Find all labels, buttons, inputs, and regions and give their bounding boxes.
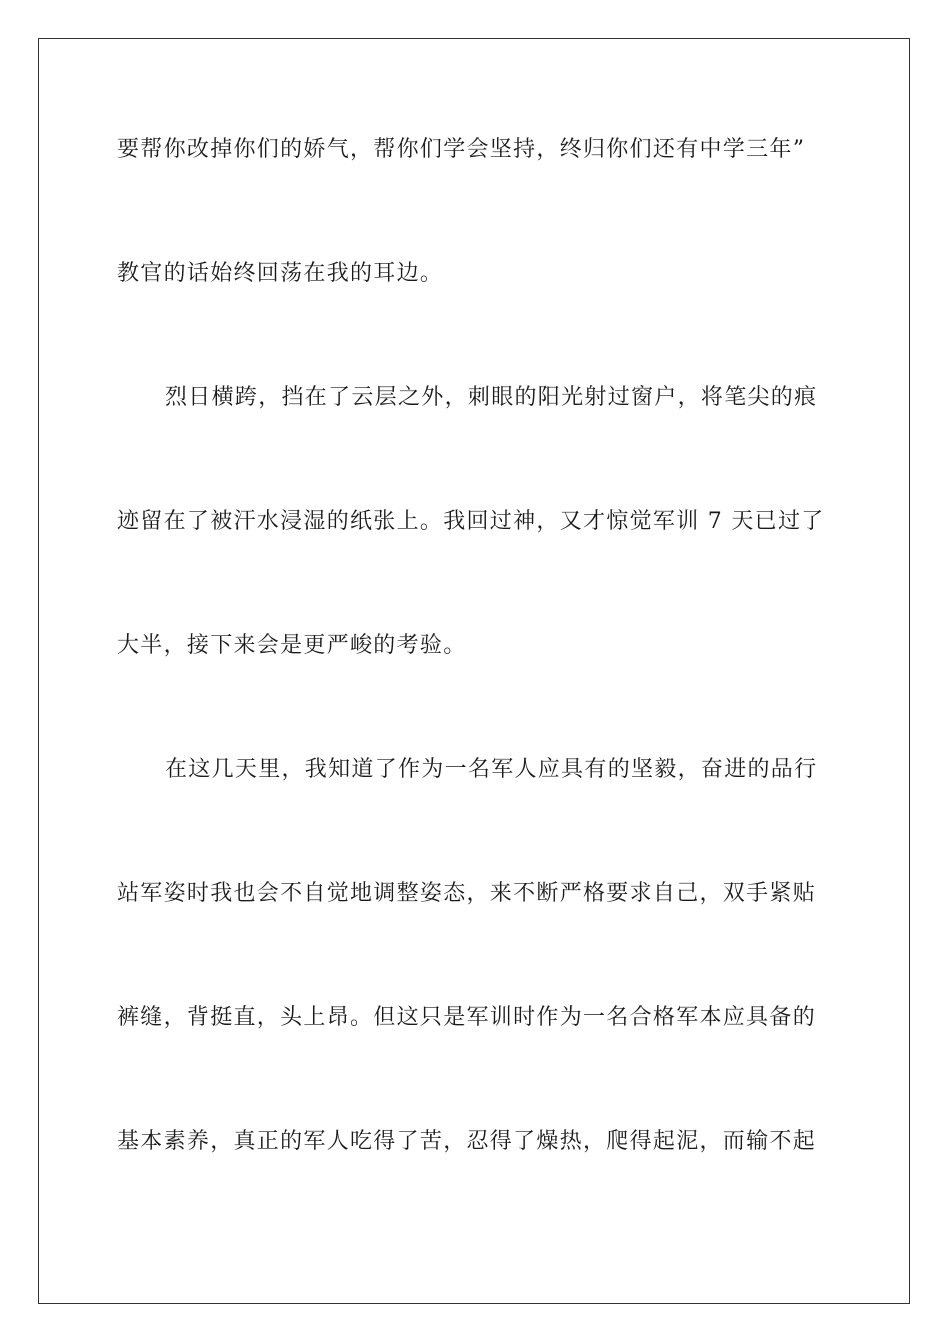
text-line-5: 大半，接下来会是更严峻的考验。 xyxy=(117,633,467,658)
text-line-7: 站军姿时我也会不自觉地调整姿态，来不断严格要求自己，双手紧贴 xyxy=(117,881,817,906)
page-border xyxy=(38,38,910,1304)
text-line-8: 裤缝，背挺直，头上昂。但这只是军训时作为一名合格军本应具备的 xyxy=(117,1005,817,1030)
text-line-9: 基本素养，真正的军人吃得了苦，忍得了燥热，爬得起泥，而输不起 xyxy=(117,1129,817,1154)
text-line-1: 要帮你改掉你们的娇气，帮你们学会坚持，终归你们还有中学三年” xyxy=(117,137,806,162)
text-line-2: 教官的话始终回荡在我的耳边。 xyxy=(117,261,444,286)
text-line-4: 迹留在了被汗水浸湿的纸张上。我回过神，又才惊觉军训 7 天已过了 xyxy=(117,509,825,534)
text-line-6: 在这几天里，我知道了作为一名军人应具有的坚毅，奋进的品行 xyxy=(165,757,818,782)
text-line-3: 烈日横跨，挡在了云层之外，刺眼的阳光射过窗户，将笔尖的痕 xyxy=(165,385,818,410)
